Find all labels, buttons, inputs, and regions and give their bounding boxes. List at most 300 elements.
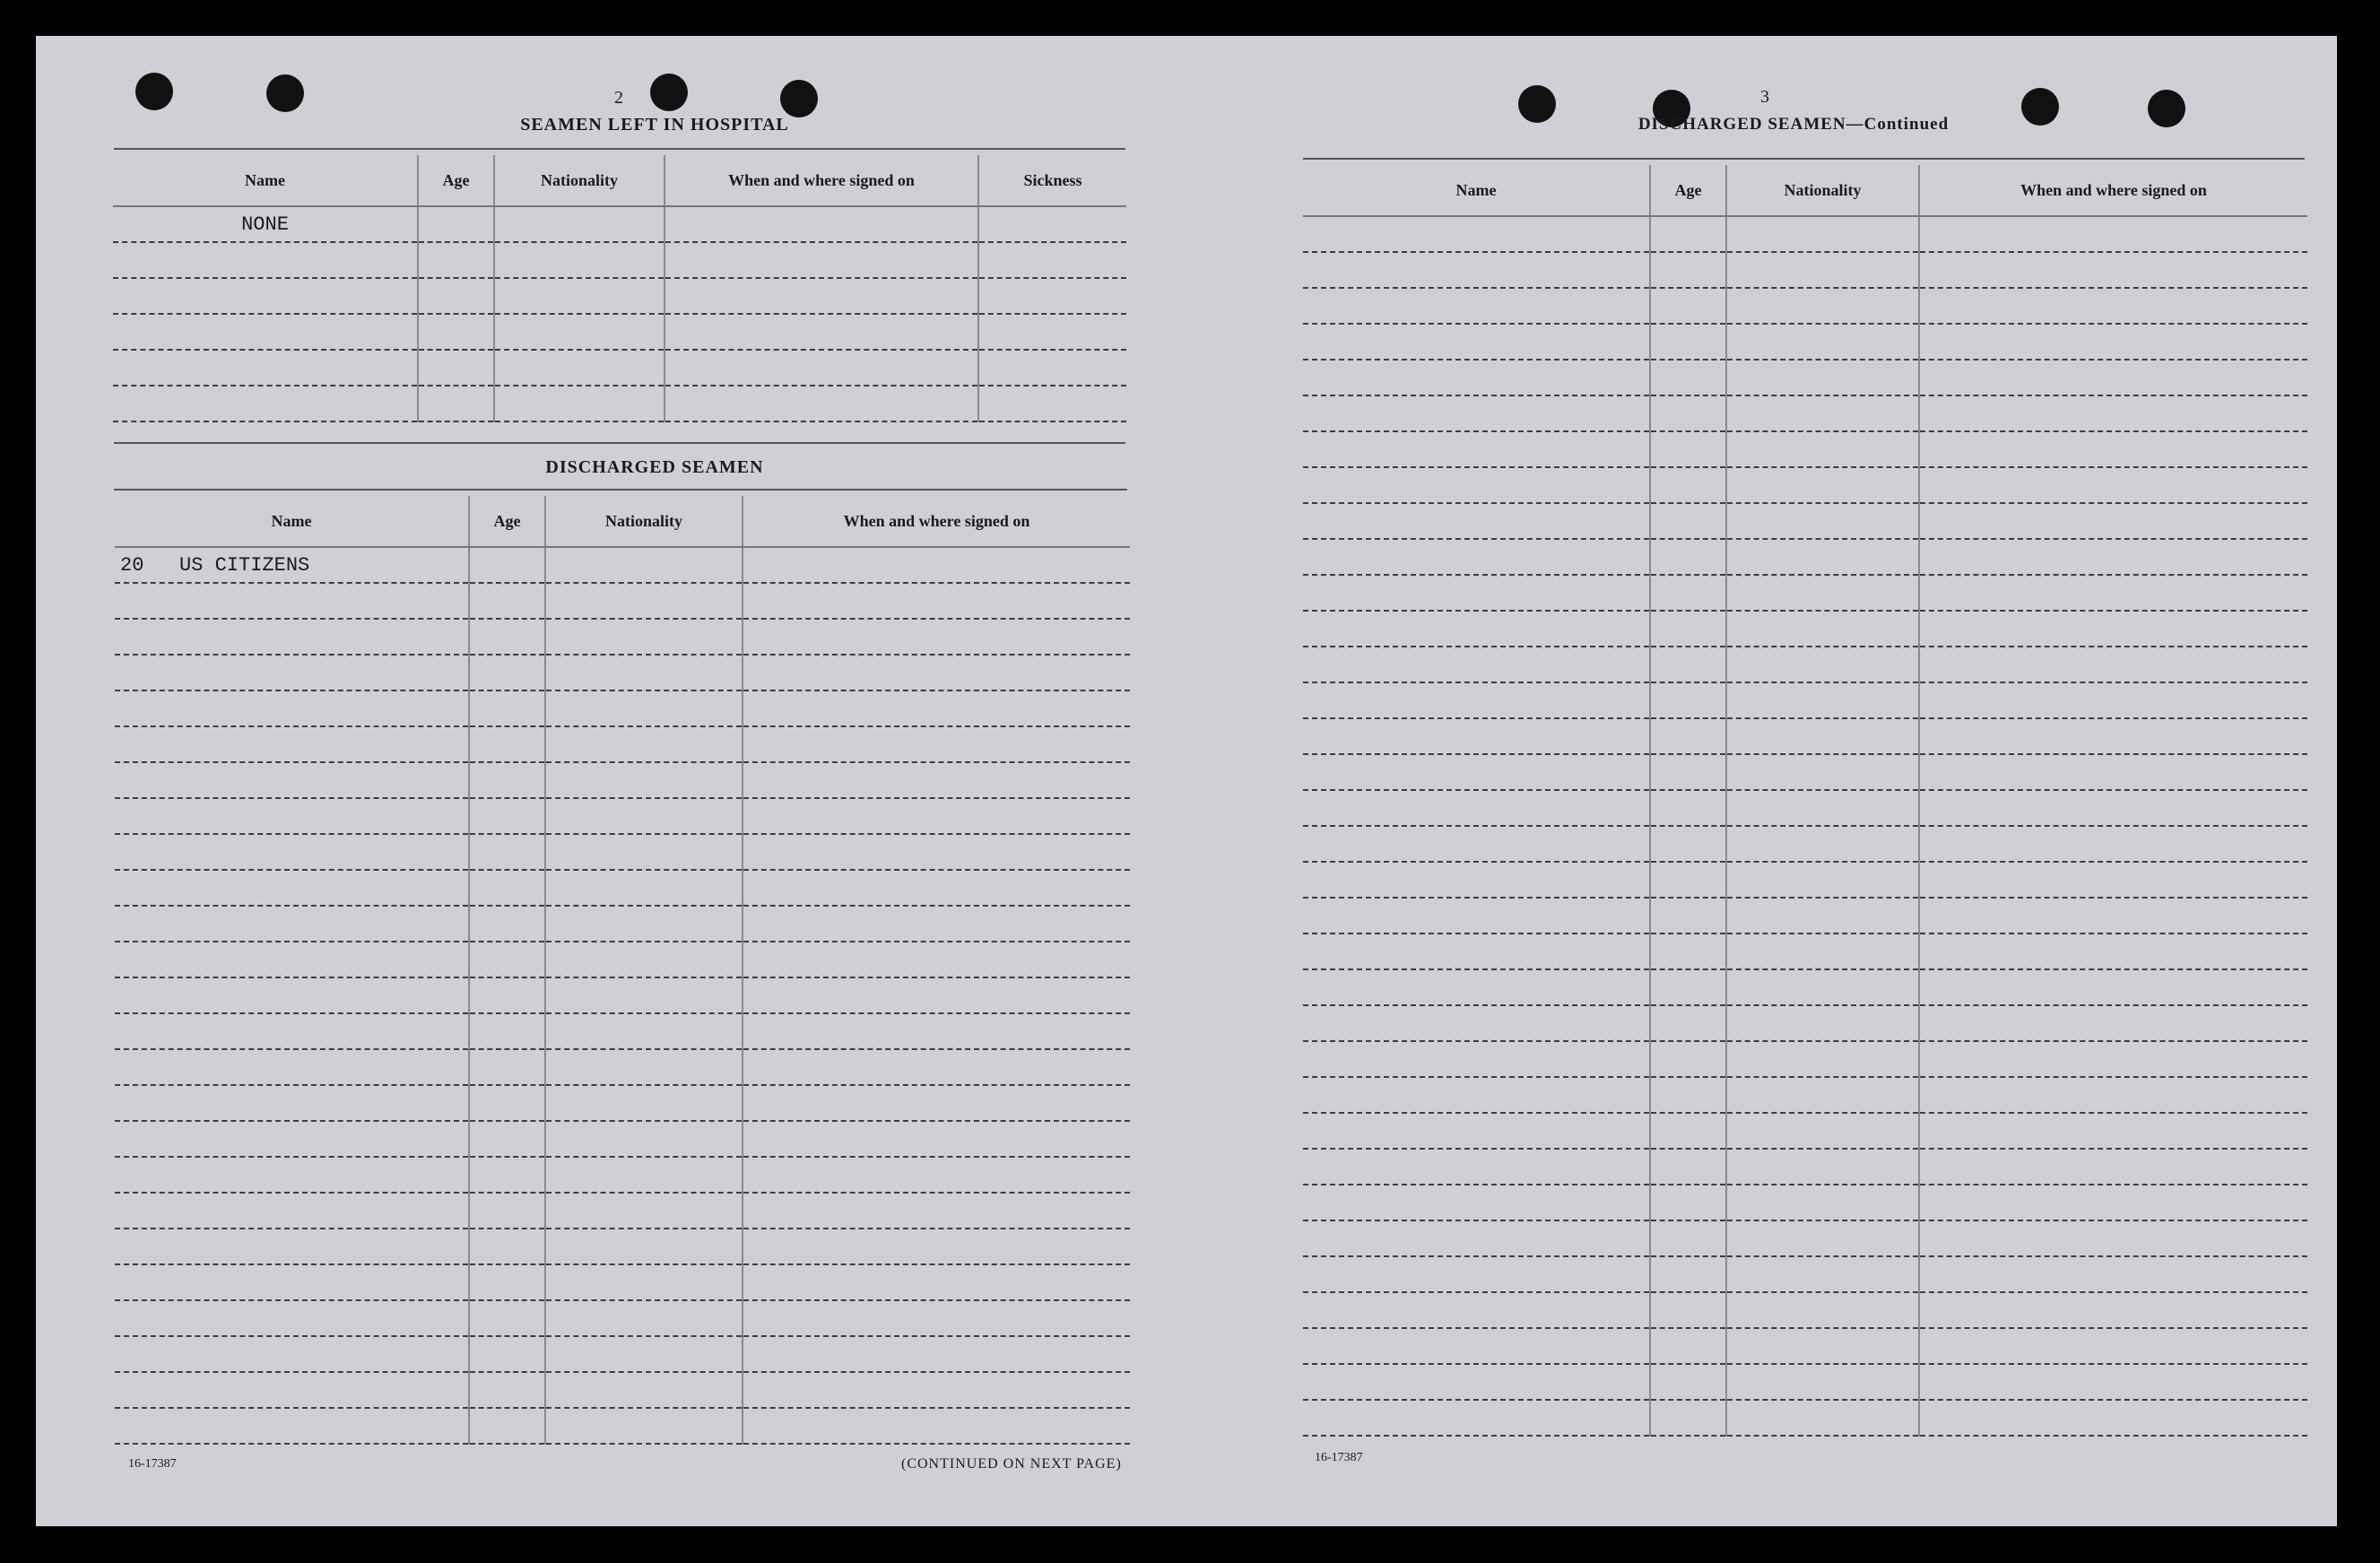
age-cell xyxy=(469,583,545,619)
age-cell xyxy=(1650,467,1726,503)
name-cell xyxy=(115,1336,469,1372)
age-cell xyxy=(418,314,494,350)
name-cell xyxy=(1303,1149,1650,1185)
signed-on-cell xyxy=(1919,862,2307,898)
table-row xyxy=(1303,395,2307,431)
table-row xyxy=(115,1049,1130,1085)
signed-on-cell xyxy=(1919,1220,2307,1256)
nationality-cell xyxy=(545,1013,743,1049)
table-row xyxy=(1303,216,2307,252)
age-cell xyxy=(418,242,494,278)
signed-on-cell xyxy=(1919,324,2307,360)
age-cell xyxy=(1650,826,1726,862)
name-cell xyxy=(115,583,469,619)
form-number: 16-17387 xyxy=(1315,1451,1363,1464)
col-header-nationality: Nationality xyxy=(545,496,743,547)
nationality-cell xyxy=(1726,1400,1919,1436)
name-cell xyxy=(115,977,469,1013)
age-cell xyxy=(418,350,494,386)
name-cell xyxy=(1303,503,1650,539)
age-cell xyxy=(469,619,545,655)
name-cell xyxy=(115,1013,469,1049)
col-header-age: Age xyxy=(418,155,494,206)
name-cell xyxy=(1303,1328,1650,1364)
sickness-cell xyxy=(978,206,1126,242)
nationality-cell xyxy=(1726,288,1919,324)
signed-on-cell xyxy=(743,1300,1130,1336)
table-row xyxy=(1303,969,2307,1005)
nationality-cell xyxy=(494,314,664,350)
divider xyxy=(114,442,1125,444)
table-row xyxy=(115,690,1130,726)
name-cell xyxy=(113,314,418,350)
age-cell xyxy=(469,726,545,762)
sickness-cell xyxy=(978,350,1126,386)
name-cell xyxy=(1303,647,1650,682)
name-cell xyxy=(1303,252,1650,288)
signed-on-cell xyxy=(664,350,978,386)
name-cell xyxy=(115,1193,469,1229)
table-row xyxy=(113,206,1126,242)
age-cell xyxy=(1650,898,1726,933)
nationality-cell xyxy=(545,583,743,619)
name-cell xyxy=(115,942,469,977)
age-cell xyxy=(1650,611,1726,647)
table-row xyxy=(1303,826,2307,862)
nationality-cell xyxy=(545,1121,743,1157)
col-header-age: Age xyxy=(1650,165,1726,216)
table-row xyxy=(115,977,1130,1013)
age-cell xyxy=(469,834,545,870)
age-cell xyxy=(469,977,545,1013)
age-cell xyxy=(469,1408,545,1444)
signed-on-cell xyxy=(1919,1041,2307,1077)
signed-on-cell xyxy=(1919,1328,2307,1364)
table-row xyxy=(1303,647,2307,682)
age-cell xyxy=(418,278,494,314)
form-sheet xyxy=(36,36,2337,1526)
table-row xyxy=(1303,862,2307,898)
page-number: 2 xyxy=(614,88,623,108)
nationality-cell xyxy=(545,726,743,762)
nationality-cell xyxy=(1726,431,1919,467)
table-row xyxy=(1303,575,2307,611)
table-row xyxy=(113,278,1126,314)
name-cell xyxy=(113,386,418,421)
signed-on-cell xyxy=(1919,216,2307,252)
col-header-signed-on: When and where signed on xyxy=(664,155,978,206)
nationality-cell xyxy=(1726,252,1919,288)
signed-on-cell xyxy=(743,1229,1130,1264)
name-cell xyxy=(1303,1400,1650,1436)
signed-on-cell xyxy=(1919,503,2307,539)
nationality-cell xyxy=(545,690,743,726)
col-header-age: Age xyxy=(469,496,545,547)
age-cell xyxy=(1650,718,1726,754)
nationality-cell xyxy=(1726,898,1919,933)
signed-on-cell xyxy=(743,726,1130,762)
hospital-table xyxy=(113,155,1126,422)
nationality-cell xyxy=(545,1229,743,1264)
age-cell xyxy=(1650,1292,1726,1328)
signed-on-cell xyxy=(1919,933,2307,969)
nationality-cell xyxy=(1726,969,1919,1005)
table-row xyxy=(1303,1005,2307,1041)
signed-on-cell xyxy=(1919,1364,2307,1400)
table-row xyxy=(1303,898,2307,933)
age-cell xyxy=(1650,647,1726,682)
signed-on-cell xyxy=(1919,754,2307,790)
nationality-cell xyxy=(1726,1077,1919,1113)
table-row xyxy=(1303,754,2307,790)
table-row xyxy=(115,1408,1130,1444)
nationality-cell xyxy=(545,906,743,942)
signed-on-cell xyxy=(743,547,1130,583)
nationality-cell xyxy=(545,655,743,690)
table-row xyxy=(115,726,1130,762)
signed-on-cell xyxy=(1919,539,2307,575)
page-number: 3 xyxy=(1760,87,1769,107)
signed-on-cell xyxy=(1919,718,2307,754)
age-cell xyxy=(1650,503,1726,539)
signed-on-cell xyxy=(1919,1185,2307,1220)
nationality-cell xyxy=(545,1408,743,1444)
signed-on-cell xyxy=(743,1157,1130,1193)
table-row xyxy=(115,1013,1130,1049)
age-cell xyxy=(469,1372,545,1408)
seaman-count: 20 xyxy=(120,553,144,577)
signed-on-cell xyxy=(1919,1149,2307,1185)
name-cell xyxy=(1303,288,1650,324)
name-cell xyxy=(115,1157,469,1193)
signed-on-cell xyxy=(743,798,1130,834)
table-header-row xyxy=(113,155,1126,206)
signed-on-cell xyxy=(664,314,978,350)
nationality-cell xyxy=(545,834,743,870)
age-cell xyxy=(469,762,545,798)
signed-on-cell xyxy=(743,1336,1130,1372)
table-header-row xyxy=(115,496,1130,547)
age-cell xyxy=(469,690,545,726)
name-cell xyxy=(115,798,469,834)
nationality-cell xyxy=(1726,539,1919,575)
table-row xyxy=(1303,1077,2307,1113)
table-row xyxy=(115,1121,1130,1157)
age-cell xyxy=(469,1085,545,1121)
nationality-cell xyxy=(545,1085,743,1121)
age-cell xyxy=(469,906,545,942)
nationality-cell xyxy=(1726,1005,1919,1041)
signed-on-cell xyxy=(743,1013,1130,1049)
name-cell xyxy=(1303,1364,1650,1400)
continued-note: (CONTINUED ON NEXT PAGE) xyxy=(901,1456,1122,1472)
table-row xyxy=(115,762,1130,798)
table-row xyxy=(1303,682,2307,718)
nationality-cell xyxy=(545,977,743,1013)
table-row xyxy=(1303,467,2307,503)
name-cell xyxy=(1303,1041,1650,1077)
signed-on-cell xyxy=(1919,252,2307,288)
signed-on-cell xyxy=(743,583,1130,619)
age-cell xyxy=(1650,682,1726,718)
nationality-cell xyxy=(545,547,743,583)
signed-on-cell xyxy=(743,1121,1130,1157)
name-cell xyxy=(1303,360,1650,395)
table-row xyxy=(115,1157,1130,1193)
signed-on-cell xyxy=(1919,969,2307,1005)
age-cell xyxy=(1650,1220,1726,1256)
name-cell xyxy=(115,1229,469,1264)
name-cell xyxy=(115,1049,469,1085)
age-cell xyxy=(418,386,494,421)
table-row xyxy=(1303,539,2307,575)
nationality-cell xyxy=(494,350,664,386)
nationality-cell xyxy=(1726,1220,1919,1256)
signed-on-cell xyxy=(664,386,978,421)
name-cell xyxy=(1303,682,1650,718)
age-cell xyxy=(1650,288,1726,324)
nationality-cell xyxy=(1726,575,1919,611)
nationality-cell xyxy=(545,1157,743,1193)
signed-on-cell xyxy=(743,977,1130,1013)
age-cell xyxy=(469,1336,545,1372)
nationality-cell xyxy=(494,386,664,421)
age-cell xyxy=(469,655,545,690)
signed-on-cell xyxy=(1919,1005,2307,1041)
name-cell xyxy=(115,655,469,690)
form-number: 16-17387 xyxy=(128,1457,177,1471)
discharged-table xyxy=(115,496,1130,1445)
age-cell xyxy=(1650,539,1726,575)
age-cell xyxy=(1650,1077,1726,1113)
table-row xyxy=(1303,1113,2307,1149)
age-cell xyxy=(1650,324,1726,360)
age-cell xyxy=(469,1013,545,1049)
age-cell xyxy=(469,942,545,977)
sickness-cell xyxy=(978,314,1126,350)
signed-on-cell xyxy=(1919,611,2307,647)
name-cell xyxy=(115,1372,469,1408)
name-cell xyxy=(1303,611,1650,647)
table-row xyxy=(115,1300,1130,1336)
age-cell xyxy=(469,547,545,583)
table-row xyxy=(1303,360,2307,395)
name-cell: NONE xyxy=(113,206,418,242)
table-row xyxy=(1303,324,2307,360)
nationality-cell xyxy=(545,619,743,655)
name-cell xyxy=(1303,1220,1650,1256)
table-row xyxy=(115,1193,1130,1229)
divider xyxy=(114,148,1125,150)
nationality-cell xyxy=(545,1336,743,1372)
name-cell xyxy=(115,906,469,942)
age-cell xyxy=(1650,754,1726,790)
name-cell xyxy=(1303,395,1650,431)
table-row xyxy=(1303,1364,2307,1400)
name-cell xyxy=(115,1264,469,1300)
age-cell xyxy=(469,1300,545,1336)
age-cell xyxy=(1650,1041,1726,1077)
signed-on-cell xyxy=(664,278,978,314)
sickness-cell xyxy=(978,242,1126,278)
discharged-continued-title: DISCHARGED SEAMEN—Continued xyxy=(1637,115,1950,134)
signed-on-cell xyxy=(1919,360,2307,395)
signed-on-cell xyxy=(664,242,978,278)
signed-on-cell xyxy=(1919,898,2307,933)
table-row xyxy=(1303,1328,2307,1364)
nationality-cell xyxy=(1726,1149,1919,1185)
age-cell xyxy=(1650,216,1726,252)
table-row xyxy=(1303,288,2307,324)
signed-on-cell xyxy=(1919,790,2307,826)
divider xyxy=(1303,158,2305,160)
age-cell xyxy=(469,870,545,906)
col-header-nationality: Nationality xyxy=(494,155,664,206)
table-row xyxy=(115,1372,1130,1408)
nationality-cell xyxy=(545,1372,743,1408)
age-cell xyxy=(1650,969,1726,1005)
discharged-section-title: DISCHARGED SEAMEN xyxy=(545,457,764,477)
nationality-cell xyxy=(1726,395,1919,431)
age-cell xyxy=(1650,1185,1726,1220)
col-header-signed-on: When and where signed on xyxy=(743,496,1130,547)
table-row xyxy=(113,386,1126,421)
nationality-cell xyxy=(545,762,743,798)
table-row xyxy=(115,1336,1130,1372)
table-row xyxy=(115,583,1130,619)
age-cell xyxy=(469,798,545,834)
name-cell xyxy=(1303,969,1650,1005)
age-cell xyxy=(1650,431,1726,467)
age-cell xyxy=(1650,360,1726,395)
age-cell xyxy=(1650,1113,1726,1149)
age-cell xyxy=(1650,252,1726,288)
name-cell xyxy=(1303,575,1650,611)
nationality-cell xyxy=(494,206,664,242)
name-cell xyxy=(115,834,469,870)
signed-on-cell xyxy=(1919,395,2307,431)
age-cell xyxy=(469,1049,545,1085)
table-row xyxy=(1303,1149,2307,1185)
right-page xyxy=(1202,36,2337,1526)
nationality-cell xyxy=(1726,933,1919,969)
col-header-signed-on: When and where signed on xyxy=(1919,165,2307,216)
name-cell xyxy=(1303,754,1650,790)
name-cell xyxy=(115,1300,469,1336)
signed-on-cell xyxy=(743,1264,1130,1300)
sickness-cell xyxy=(978,278,1126,314)
nationality-cell xyxy=(1726,1292,1919,1328)
nationality-cell xyxy=(1726,324,1919,360)
name-cell xyxy=(1303,216,1650,252)
nationality-cell xyxy=(545,870,743,906)
seaman-name: US CITIZENS xyxy=(179,553,310,577)
nationality-cell xyxy=(1726,1113,1919,1149)
signed-on-cell xyxy=(1919,1256,2307,1292)
name-cell xyxy=(115,1121,469,1157)
signed-on-cell xyxy=(1919,826,2307,862)
table-row xyxy=(1303,1220,2307,1256)
name-cell xyxy=(1303,1005,1650,1041)
nationality-cell xyxy=(494,242,664,278)
age-cell xyxy=(469,1264,545,1300)
table-row xyxy=(1303,503,2307,539)
nationality-cell xyxy=(1726,360,1919,395)
signed-on-cell xyxy=(1919,1113,2307,1149)
nationality-cell xyxy=(1726,467,1919,503)
name-cell xyxy=(1303,1185,1650,1220)
col-header-name: Name xyxy=(1303,165,1650,216)
signed-on-cell xyxy=(743,1193,1130,1229)
signed-on-cell xyxy=(1919,467,2307,503)
nationality-cell xyxy=(545,798,743,834)
nationality-cell xyxy=(545,1264,743,1300)
age-cell xyxy=(1650,1400,1726,1436)
signed-on-cell xyxy=(1919,647,2307,682)
sickness-cell xyxy=(978,386,1126,421)
table-row xyxy=(115,655,1130,690)
nationality-cell xyxy=(1726,1041,1919,1077)
nationality-cell xyxy=(1726,647,1919,682)
col-header-nationality: Nationality xyxy=(1726,165,1919,216)
table-row xyxy=(1303,933,2307,969)
age-cell xyxy=(469,1229,545,1264)
table-row xyxy=(1303,790,2307,826)
nationality-cell xyxy=(1726,790,1919,826)
signed-on-cell xyxy=(1919,1077,2307,1113)
age-cell xyxy=(1650,1364,1726,1400)
name-cell xyxy=(1303,790,1650,826)
name-cell xyxy=(1303,862,1650,898)
table-header-row xyxy=(1303,165,2307,216)
divider xyxy=(114,489,1127,491)
name-cell xyxy=(115,690,469,726)
name-cell xyxy=(1303,1292,1650,1328)
col-header-name: Name xyxy=(115,496,469,547)
signed-on-cell xyxy=(743,1408,1130,1444)
table-row xyxy=(1303,1292,2307,1328)
name-cell xyxy=(1303,1113,1650,1149)
name-cell xyxy=(1303,898,1650,933)
table-row xyxy=(115,798,1130,834)
nationality-cell xyxy=(1726,1364,1919,1400)
table-row xyxy=(1303,1400,2307,1436)
table-row xyxy=(115,1264,1130,1300)
nationality-cell xyxy=(1726,826,1919,862)
table-row xyxy=(115,547,1130,583)
age-cell xyxy=(1650,575,1726,611)
age-cell xyxy=(1650,1328,1726,1364)
signed-on-cell xyxy=(743,942,1130,977)
name-cell xyxy=(1303,431,1650,467)
table-row xyxy=(115,1085,1130,1121)
name-cell xyxy=(113,242,418,278)
signed-on-cell xyxy=(743,906,1130,942)
name-cell xyxy=(115,870,469,906)
name-cell xyxy=(115,1408,469,1444)
name-cell xyxy=(1303,1256,1650,1292)
name-cell xyxy=(113,350,418,386)
age-cell xyxy=(469,1121,545,1157)
age-cell xyxy=(1650,862,1726,898)
name-cell xyxy=(115,547,469,583)
name-cell xyxy=(115,1085,469,1121)
table-row xyxy=(1303,431,2307,467)
nationality-cell xyxy=(1726,216,1919,252)
age-cell xyxy=(1650,933,1726,969)
table-row xyxy=(115,942,1130,977)
name-cell xyxy=(1303,467,1650,503)
